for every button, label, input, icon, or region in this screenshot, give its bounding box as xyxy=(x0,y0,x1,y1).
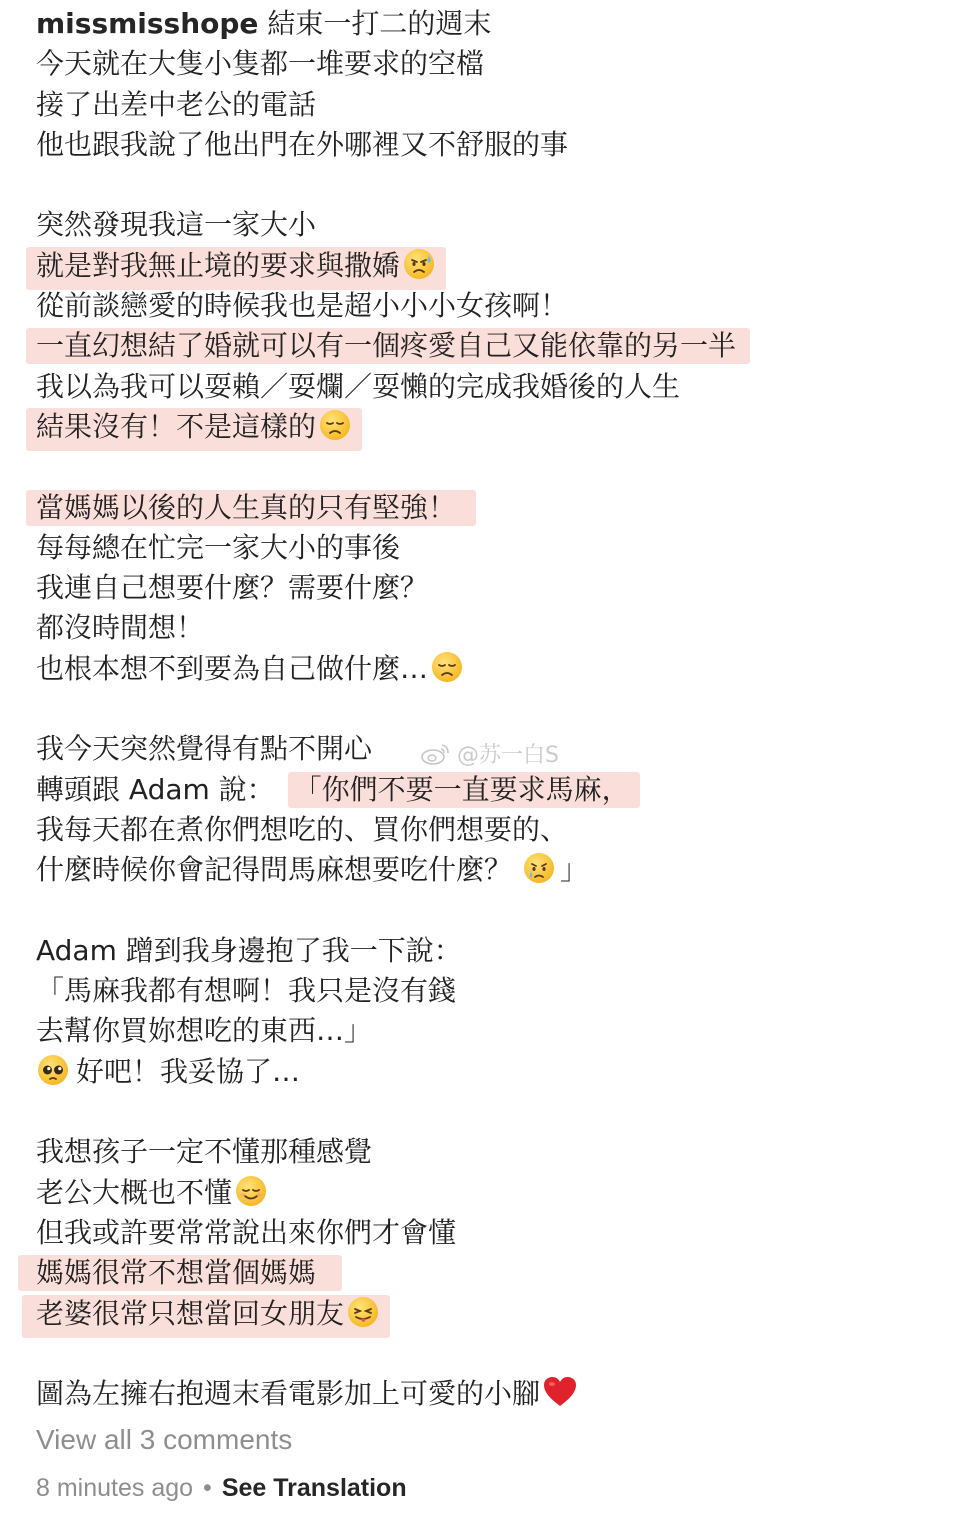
caption-line xyxy=(36,810,936,850)
view-all-comments-link[interactable]: View all 3 comments xyxy=(36,1424,293,1455)
caption-line xyxy=(36,1213,936,1253)
caption-line xyxy=(36,608,936,648)
caption-text: 我想孩子一定不懂那種感覺 xyxy=(36,1135,373,1169)
weibo-watermark xyxy=(420,738,559,769)
weibo-logo-icon xyxy=(420,743,450,768)
caption-line xyxy=(36,1132,936,1172)
highlighted-text xyxy=(288,772,640,808)
highlighted-text xyxy=(18,1255,342,1291)
caption-text: Adam 蹭到我身邊抱了我一下說： xyxy=(36,933,462,967)
caption-line xyxy=(36,1052,936,1092)
caption-text: 好吧！我妥協了… xyxy=(76,1054,301,1088)
caption-text: 就是對我無止境的要求與撒嬌 xyxy=(36,248,401,282)
caption-text: 媽媽很常不想當個媽媽 xyxy=(36,1256,317,1290)
caption-text: 「馬麻我都有想啊！我只是沒有錢 xyxy=(36,974,457,1008)
caption-text: 「你們不要一直要求馬麻， xyxy=(293,772,630,806)
caption-text: 當媽媽以後的人生真的只有堅強！ xyxy=(36,490,457,524)
caption-line xyxy=(36,528,936,568)
caption-line xyxy=(36,488,936,528)
caption-text: 老婆很常只想當回女朋友 xyxy=(36,1296,345,1330)
caption-text: 但我或許要常常說出來你們才會懂 xyxy=(36,1215,457,1249)
caption-line xyxy=(36,770,936,810)
see-translation-button[interactable]: See Translation xyxy=(221,1474,407,1502)
blank-line xyxy=(36,1334,936,1374)
highlighted-text xyxy=(26,328,750,364)
caption-text: 他也跟我說了他出門在外哪裡又不舒服的事 xyxy=(36,127,569,161)
blank-line xyxy=(36,165,936,205)
caption-line xyxy=(36,326,936,366)
post-meta-row xyxy=(36,1474,407,1503)
caption-line xyxy=(36,1173,936,1213)
highlighted-text xyxy=(26,247,446,290)
caption-text: 去幫你買妳想吃的東西…」 xyxy=(36,1014,373,1048)
blank-line xyxy=(36,891,936,931)
caption-text: 什麼時候你會記得問馬麻想要吃什麼？ xyxy=(36,853,513,887)
disappointed-face-emoji-icon xyxy=(318,408,352,451)
caption-text: 今天就在大隻小隻都一堆要求的空檔 xyxy=(36,47,485,81)
caption-text: 我連自己想要什麼？需要什麼？ xyxy=(36,571,429,605)
caption-line xyxy=(36,971,936,1011)
blank-line xyxy=(36,1092,936,1132)
caption-line xyxy=(36,125,936,165)
caption-line xyxy=(36,286,936,326)
highlighted-text xyxy=(26,490,476,526)
caption-line xyxy=(36,85,936,125)
caption-text: 也根本想不到要為自己做什麼… xyxy=(36,651,429,685)
winking-tongue-emoji-icon xyxy=(346,1295,380,1338)
caption-text: 我每天都在煮你們想吃的、買你們想要的、 xyxy=(36,812,569,846)
caption-text: 圖為左擁右抱週末看電影加上可愛的小腳 xyxy=(36,1377,541,1411)
caption-line xyxy=(36,568,936,608)
caption-text: 結束一打二的週末 xyxy=(267,7,492,40)
blank-line xyxy=(36,689,936,729)
post-timestamp: 8 minutes ago xyxy=(36,1474,194,1502)
caption-line xyxy=(36,367,936,407)
caption-line xyxy=(36,1253,936,1293)
caption-text: 接了出差中老公的電話 xyxy=(36,87,317,121)
red-heart-emoji-icon xyxy=(542,1375,578,1420)
sad-sweat-emoji-icon xyxy=(402,247,436,290)
highlighted-text xyxy=(22,1295,390,1338)
caption-text: 結果沒有！不是這樣的 xyxy=(36,409,317,443)
caption-line xyxy=(36,649,936,689)
caption-text: 老公大概也不懂 xyxy=(36,1175,233,1209)
caption-line xyxy=(36,1011,936,1051)
blank-line xyxy=(36,447,936,487)
caption-line xyxy=(36,850,936,890)
caption-text: 我以為我可以耍賴／耍爛／耍懶的完成我婚後的人生 xyxy=(36,369,681,403)
caption-line xyxy=(36,246,936,286)
highlighted-text xyxy=(26,408,362,451)
caption-text: 從前談戀愛的時候我也是超小小小女孩啊！ xyxy=(36,289,569,323)
caption-line xyxy=(36,1294,936,1334)
post-caption xyxy=(36,4,936,1414)
caption-text: 一直幻想結了婚就可以有一個疼愛自己又能依靠的另一半 xyxy=(36,329,737,363)
username[interactable]: missmisshope xyxy=(36,7,259,40)
caption-line xyxy=(36,1374,936,1414)
caption-text: 轉頭跟 Adam 說： xyxy=(36,772,275,806)
caption-line xyxy=(36,44,936,84)
caption-line xyxy=(36,205,936,245)
caption-line xyxy=(36,4,936,44)
caption-text: 都沒時間想！ xyxy=(36,611,205,645)
caption-text: 」 xyxy=(560,853,589,887)
caption-text: 每每總在忙完一家大小的事後 xyxy=(36,530,401,564)
watermark-text: @苏一白S xyxy=(457,743,559,768)
caption-line xyxy=(36,931,936,971)
separator-dot: • xyxy=(203,1474,212,1502)
caption-line xyxy=(36,407,936,447)
caption-text: 突然發現我這一家大小 xyxy=(36,208,317,242)
caption-text: 我今天突然覺得有點不開心 xyxy=(36,732,373,766)
